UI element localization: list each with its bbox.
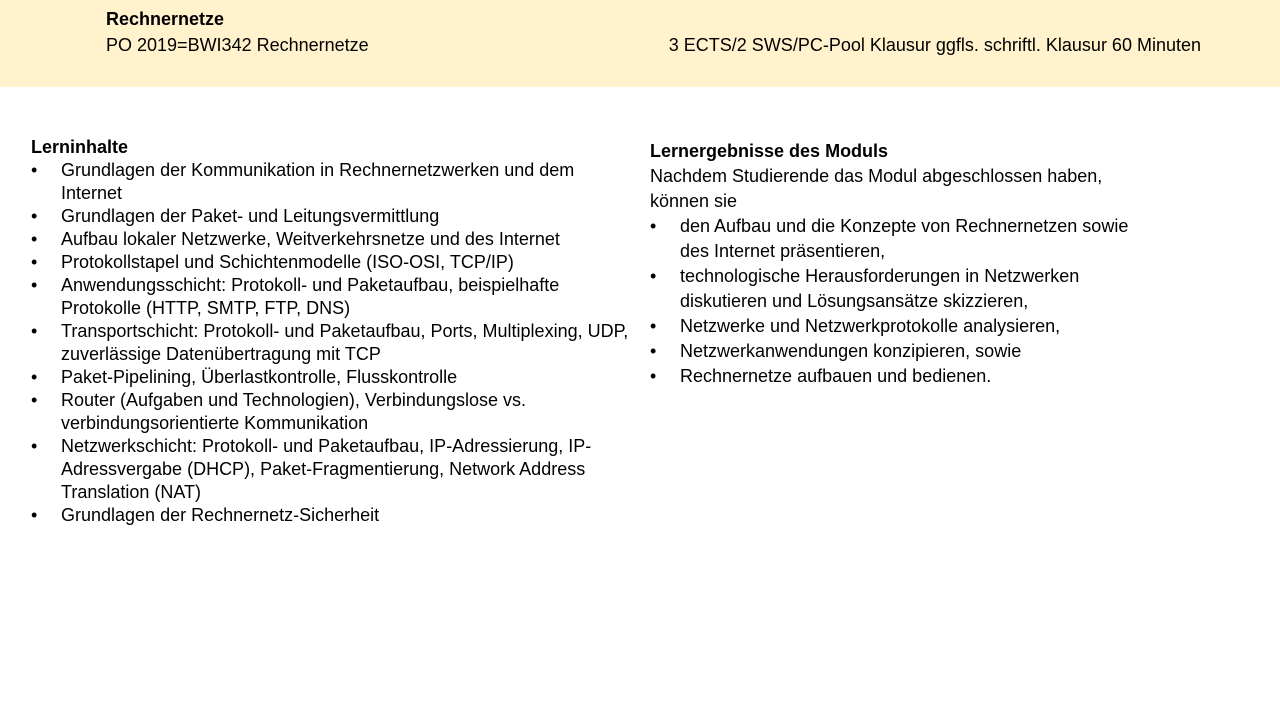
learning-outcomes-section [650, 139, 1150, 389]
learning-outcomes-intro: Nachdem Studierende das Modul abgeschlossen haben, können sie [650, 166, 1103, 211]
list-item: • Router (Aufgaben und Technologien), Verbindungslose vs. verbindungsorientierte Kommunikation [31, 389, 631, 435]
list-item: • Netzwerke und Netzwerkprotokolle analysieren, [650, 314, 1150, 339]
module-exam-info: 3 ECTS/2 SWS/PC-Pool Klausur ggfls. schriftl. Klausur 60 Minuten [668, 35, 1201, 55]
list-item: • Rechnernetze aufbauen und bedienen. [650, 364, 1150, 389]
list-item: • Grundlagen der Rechnernetz-Sicherheit [31, 504, 631, 527]
list-item: • technologische Herausforderungen in Netzwerken diskutieren und Lösungsansätze skizzieren, [650, 264, 1150, 314]
list-item: • Protokollstapel und Schichtenmodelle (ISO-OSI, TCP/IP) [31, 251, 631, 274]
module-title: Rechnernetze [106, 9, 225, 29]
list-item: • Aufbau lokaler Netzwerke, Weitverkehrsnetze und des Internet [31, 228, 631, 251]
learning-outcomes-heading: Lernergebnisse des Moduls [650, 141, 889, 161]
list-item: • den Aufbau und die Konzepte von Rechnernetzen sowie des Internet präsentieren, [650, 214, 1150, 264]
learning-content-list [31, 159, 631, 527]
learning-content-heading: Lerninhalte [31, 137, 129, 157]
learning-outcomes-list [650, 214, 1150, 389]
learning-content-section [31, 136, 631, 527]
list-item: • Netzwerkanwendungen konzipieren, sowie [650, 339, 1150, 364]
list-item: • Transportschicht: Protokoll- und Paketaufbau, Ports, Multiplexing, UDP, zuverlässige Datenübertragung mit TCP [31, 320, 631, 366]
module-code: PO 2019=BWI342 Rechnernetze [106, 35, 369, 55]
list-item: • Paket-Pipelining, Überlastkontrolle, Flusskontrolle [31, 366, 631, 389]
module-header [0, 0, 1280, 87]
list-item: • Anwendungsschicht: Protokoll- und Paketaufbau, beispielhafte Protokolle (HTTP, SMTP, FTP, DNS) [31, 274, 631, 320]
list-item: • Grundlagen der Kommunikation in Rechnernetzwerken und dem Internet [31, 159, 631, 205]
list-item: • Netzwerkschicht: Protokoll- und Paketaufbau, IP-Adressierung, IP-Adressvergabe (DHCP), Paket-Fragmentierung, Network Address Translation (NAT) [31, 435, 631, 504]
list-item: • Grundlagen der Paket- und Leitungsvermittlung [31, 205, 631, 228]
